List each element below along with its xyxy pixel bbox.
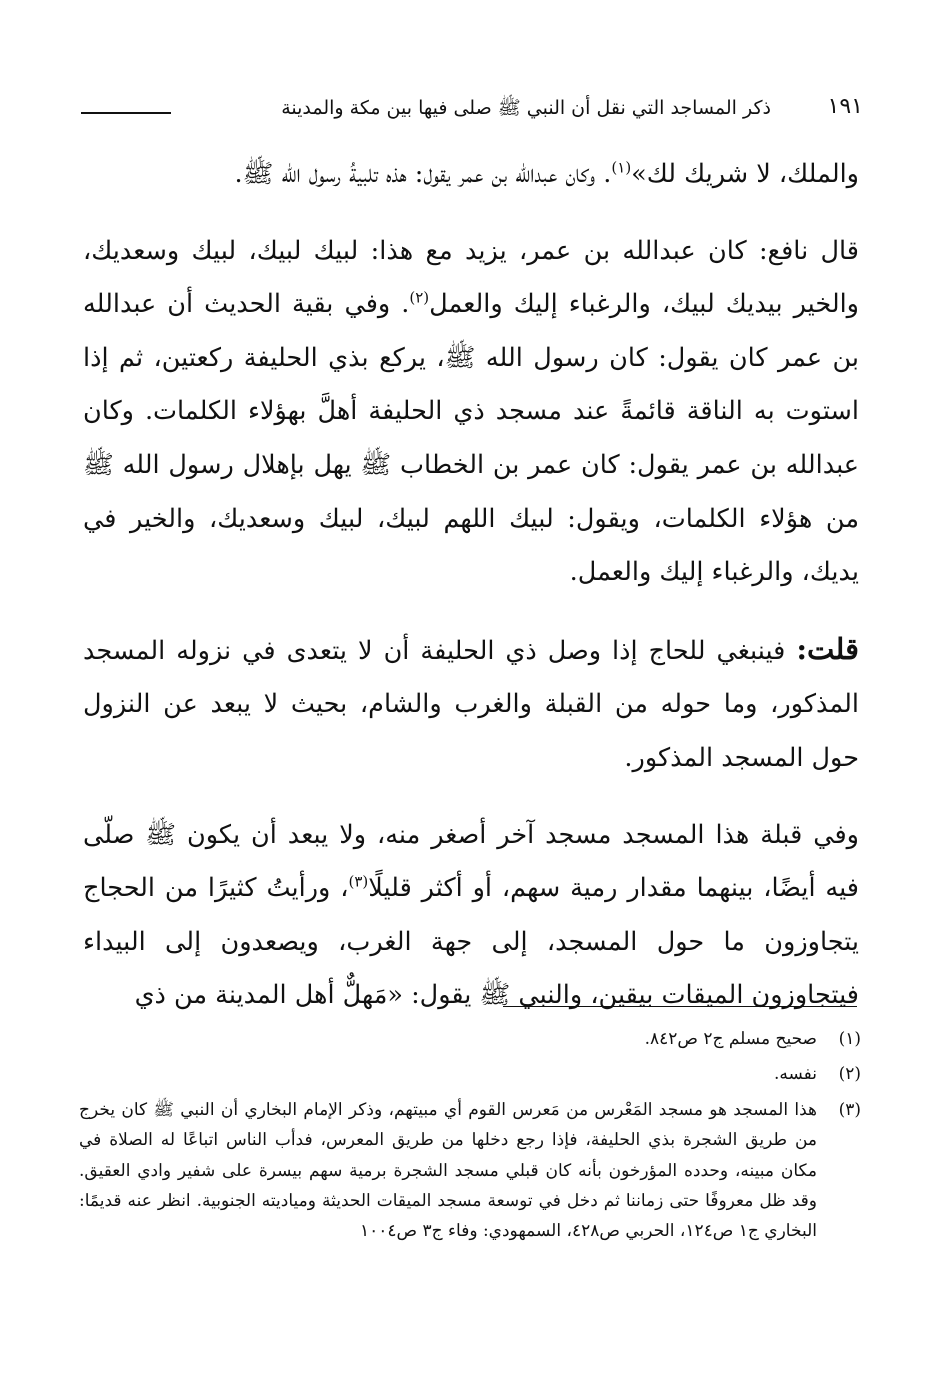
footnote-number: (٢): [838, 1064, 861, 1085]
running-title: ذكر المساجد التي نقل أن النبي ﷺ صلى فيها بين مكة والمدينة: [281, 97, 771, 119]
footnote-ref-1: (١): [611, 158, 632, 177]
paragraph-1-text-a: والملك، لا شريك لك»: [631, 159, 859, 189]
paragraph-4-text-b: ، ورأيتُ كثيرًا من الحجاج يتجاوزون ما حول المسجد، إلى جهة الغرب، ويصعدون إلى البيداء فيتجاوزون الميقات بيقين، والنبي ﷺ يقول: «مَهلٌّ أهل المدينة من ذي: [83, 873, 859, 1011]
header-rule: [81, 112, 171, 114]
paragraph-3-text: فينبغي للحاج إذا وصل ذي الحليفة أن لا يتعدى في نزوله المسجد المذكور، وما حوله من القبلة والغرب والشام، بحيث لا يبعد عن النزول حول المسجد المذكور.: [83, 635, 859, 773]
footnote-2: [79, 1059, 861, 1089]
main-text: [83, 148, 859, 1023]
page-header: [81, 92, 863, 132]
footnote-text: صحيح مسلم ج٢ ص٨٤٢.: [644, 1029, 817, 1049]
paragraph-1-text-b: . وكان عبدالله بن عمر يقول: هذه تلبيةُ رسول الله ﷺ.: [234, 159, 612, 189]
footnote-separator: [503, 1006, 857, 1007]
footnote-1: [79, 1024, 861, 1054]
footnote-ref-3: (٣): [348, 872, 369, 891]
footnote-ref-2: (٢): [409, 288, 430, 307]
footnotes: [79, 1024, 861, 1252]
paragraph-4: [83, 809, 859, 1023]
footnote-text: نفسه.: [773, 1064, 817, 1085]
paragraph-3: [83, 623, 859, 786]
footnote-number: (٣): [838, 1099, 861, 1120]
paragraph-1: [83, 148, 859, 202]
paragraph-4-text-a: وفي قبلة هذا المسجد مسجد آخر أصغر منه، ولا يبعد أن يكون ﷺ صلّى فيه أيضًا، بينهما مقدار رمية سهم، أو أكثر قليلًا: [83, 819, 859, 904]
paragraph-2-text-b: . وفي بقية الحديث أن عبدالله بن عمر كان يقول: كان رسول الله ﷺ، يركع بذي الحليفة ركعتين، ثم إذا استوت به الناقة قائمةً عند مسجد ذي الحليفة أهلَّ بهؤلاء الكلمات. وكان عبدالله بن عمر يقول: كان عمر بن الخطاب ﷺ يهل بإهلال رسول الله ﷺ من هؤلاء الكلمات، ويقول: لبيك اللهم لبيك، لبيك وسعديك، والخير في يديك، والرغباء إليك والعمل.: [83, 289, 859, 588]
footnote-number: (١): [838, 1029, 861, 1049]
qultu-lead-word: قلت:: [796, 631, 859, 666]
paragraph-2: [83, 225, 859, 600]
footnote-text: هذا المسجد هو مسجد المَعْرس من مَعرس القوم أي مبيتهم، وذكر الإمام البخاري أن النبي ﷺ كان يخرج من طريق الشجرة بذي الحليفة، فإذا رجع دخلها من طريق المعرس، فدأب الناس اتباعًا له الصلاة في مكان مبينه، وحدده المؤرخون بأنه كان قبلي مسجد الشجرة برمية سهم بيسرة على شفير وادي العقيق. وقد ظل معروفًا حتى زماننا ثم دخل في توسعة مسجد الميقات الحديثة ومياديته الجنوبية. انظر عنه قديمًا: البخاري ج١ ص١٢٤، الحربي ص٤٢٨، السمهودي: وفاء ج٣ ص١٠٠٤: [79, 1099, 817, 1242]
page-number: ١٩١: [827, 94, 863, 119]
paragraph-2-text-a: قال نافع: كان عبدالله بن عمر، يزيد مع هذا: لبيك لبيك، لبيك وسعديك، والخير بيديك لبيك، والرغباء إليك والعمل: [83, 235, 859, 320]
footnote-3: [79, 1095, 861, 1247]
